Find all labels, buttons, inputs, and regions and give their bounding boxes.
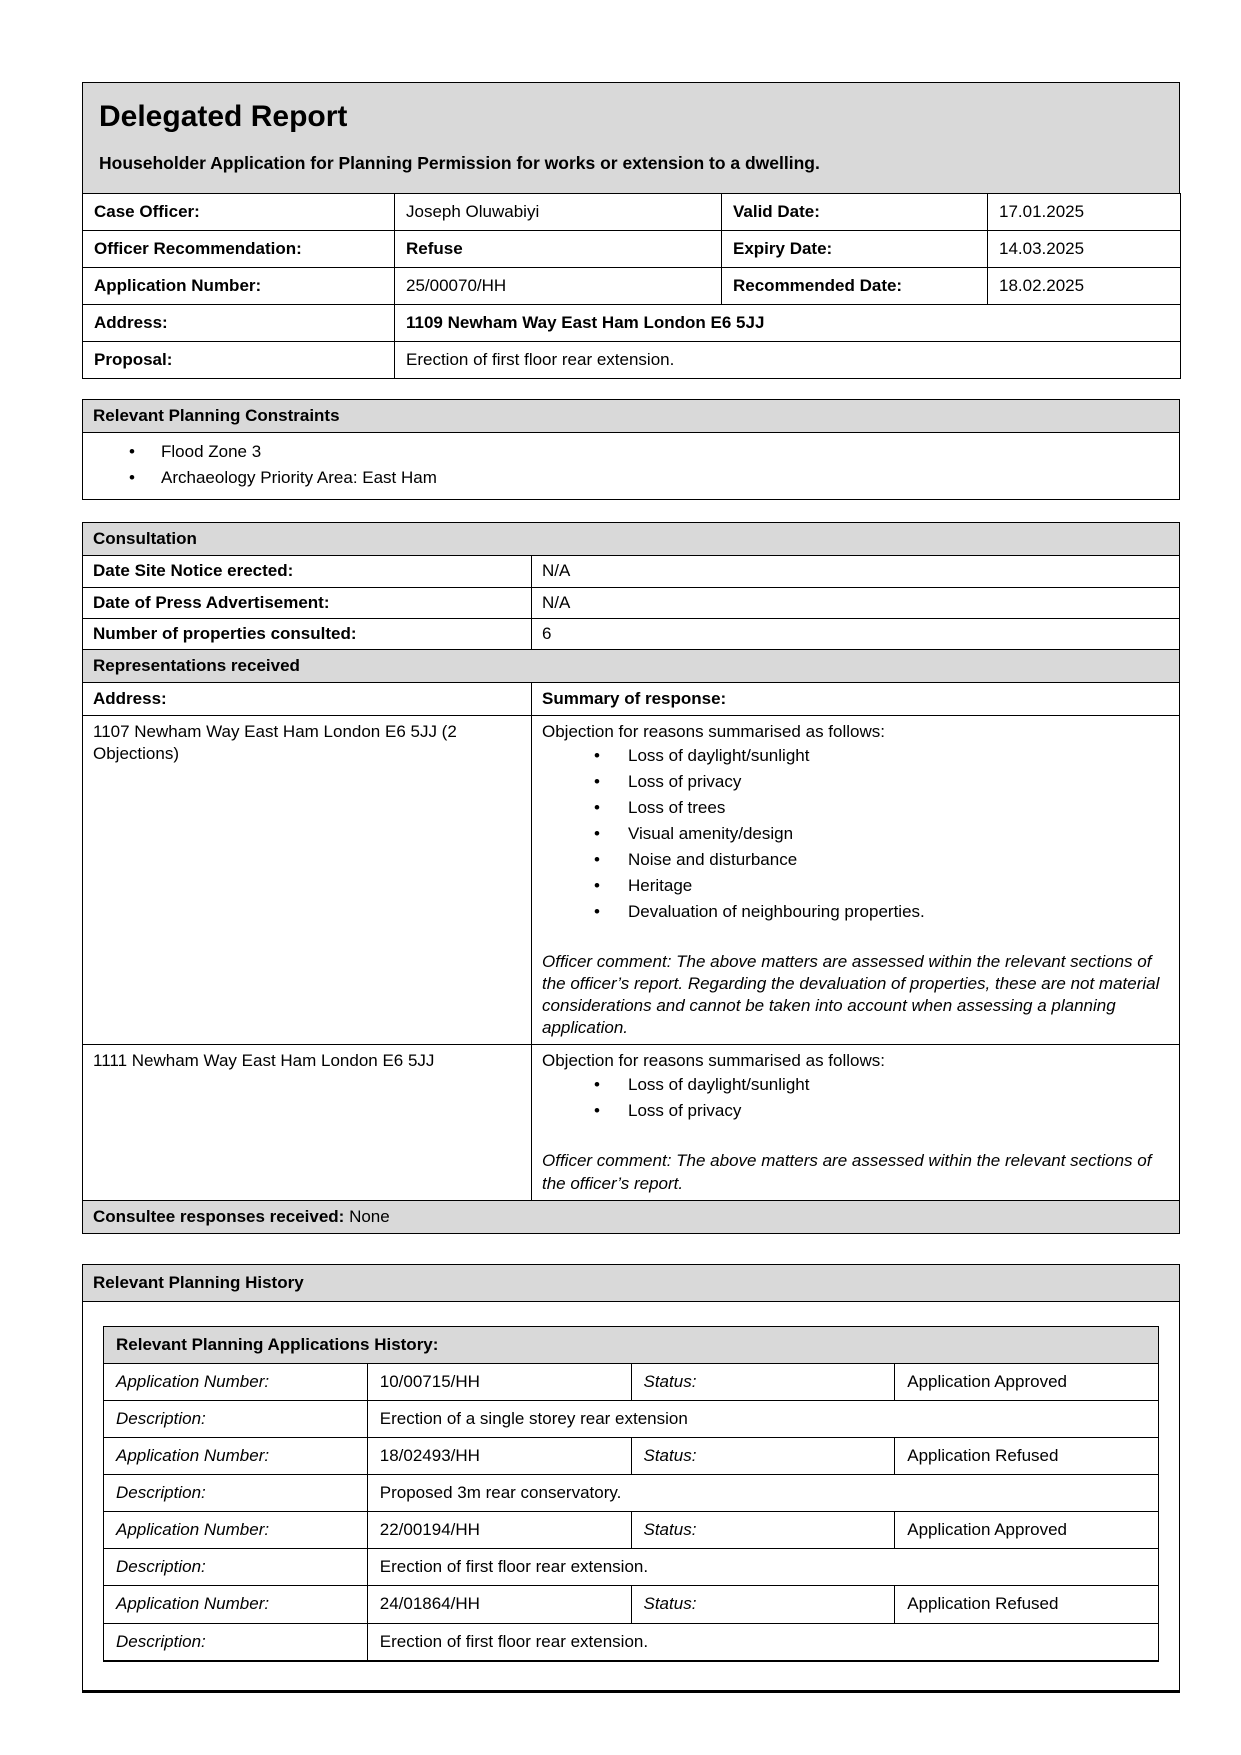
application-row (104, 1586, 1159, 1623)
consultee-responses-value: None (349, 1206, 390, 1226)
officer-comment: Officer comment: The above matters are assessed within the relevant sections of the officer’s report. (542, 1151, 1152, 1193)
application-number-value: 18/02493/HH (367, 1438, 631, 1475)
planning-history-section (82, 1264, 1180, 1693)
case-officer-value: Joseph Oluwabiyi (395, 193, 722, 230)
status-value: Application Approved (895, 1512, 1159, 1549)
planning-history-inner (83, 1302, 1179, 1690)
properties-consulted-label: Number of properties consulted: (83, 618, 532, 649)
consultee-responses-label: Consultee responses received: (93, 1206, 345, 1226)
table-row (83, 682, 1180, 715)
application-number-value: 22/00194/HH (367, 1512, 631, 1549)
table-row (83, 587, 1180, 618)
objection-intro: Objection for reasons summarised as follows: (542, 1051, 885, 1071)
reason-item: • Heritage (542, 873, 1169, 899)
press-advertisement-value: N/A (532, 587, 1180, 618)
reason-item: • Loss of trees (542, 795, 1169, 821)
consultation-heading: Consultation (82, 522, 1180, 556)
constraint-item: • Flood Zone 3 (83, 439, 1179, 465)
objection-reasons-list (542, 743, 1169, 925)
description-label: Description: (104, 1401, 368, 1438)
consultation-section (82, 522, 1180, 1233)
representation-address: 1111 Newham Way East Ham London E6 5JJ (83, 1045, 532, 1200)
status-value: Application Refused (895, 1586, 1159, 1623)
properties-consulted-value: 6 (532, 618, 1180, 649)
application-number-value: 10/00715/HH (367, 1363, 631, 1400)
description-value: Erection of a single storey rear extension (367, 1401, 1158, 1438)
status-label: Status: (631, 1512, 895, 1549)
case-meta-table (82, 193, 1181, 379)
status-value: Application Refused (895, 1438, 1159, 1475)
expiry-date-value: 14.03.2025 (988, 230, 1181, 267)
address-value: 1109 Newham Way East Ham London E6 5JJ (395, 305, 1181, 342)
application-number-label: Application Number: (104, 1438, 368, 1475)
representation-summary (532, 1045, 1180, 1200)
status-value: Application Approved (895, 1363, 1159, 1400)
application-row (104, 1512, 1159, 1549)
table-row (83, 618, 1180, 649)
reason-item: • Loss of daylight/sunlight (542, 743, 1169, 769)
report-subtitle: Householder Application for Planning Permission for works or extension to a dwelling. (99, 153, 820, 173)
status-label: Status: (631, 1586, 895, 1623)
reason-item: • Visual amenity/design (542, 821, 1169, 847)
constraint-item: • Archaeology Priority Area: East Ham (83, 465, 1179, 491)
valid-date-value: 17.01.2025 (988, 193, 1181, 230)
constraints-list (83, 439, 1179, 491)
description-label: Description: (104, 1475, 368, 1512)
status-label: Status: (631, 1363, 895, 1400)
case-officer-label: Case Officer: (83, 193, 395, 230)
status-label: Status: (631, 1438, 895, 1475)
representations-address-header: Address: (83, 682, 532, 715)
recommended-date-value: 18.02.2025 (988, 267, 1181, 304)
representation-row (83, 715, 1180, 1044)
constraints-heading: Relevant Planning Constraints (82, 399, 1180, 433)
consultee-responses-bar (82, 1200, 1180, 1234)
recommended-date-label: Recommended Date: (722, 267, 988, 304)
representations-table (82, 682, 1180, 1201)
table-row (83, 342, 1181, 379)
application-row (104, 1363, 1159, 1400)
table-row (104, 1326, 1159, 1363)
consultation-table (82, 555, 1180, 649)
valid-date-label: Valid Date: (722, 193, 988, 230)
application-number-label: Application Number: (104, 1512, 368, 1549)
applications-history-heading: Relevant Planning Applications History: (104, 1326, 1159, 1363)
description-row (104, 1475, 1159, 1512)
expiry-date-label: Expiry Date: (722, 230, 988, 267)
reason-item: • Devaluation of neighbouring properties. (542, 899, 1169, 925)
reason-item: • Loss of privacy (542, 769, 1169, 795)
table-row (83, 556, 1180, 587)
description-label: Description: (104, 1623, 368, 1661)
application-number-value: 24/01864/HH (367, 1586, 631, 1623)
table-row (83, 230, 1181, 267)
site-notice-label: Date Site Notice erected: (83, 556, 532, 587)
table-row (83, 267, 1181, 304)
description-label: Description: (104, 1549, 368, 1586)
planning-history-heading: Relevant Planning History (83, 1265, 1179, 1302)
proposal-label: Proposal: (83, 342, 395, 379)
description-row (104, 1549, 1159, 1586)
application-row (104, 1438, 1159, 1475)
objection-reasons-list (542, 1072, 1169, 1124)
representation-summary (532, 715, 1180, 1044)
officer-comment: Officer comment: The above matters are assessed within the relevant sections of the officer’s report. Regarding the devaluation of properties, these are not material considerations and cannot be taken into account when assessing a planning application. (542, 951, 1160, 1038)
press-advertisement-label: Date of Press Advertisement: (83, 587, 532, 618)
application-number-label: Application Number: (104, 1363, 368, 1400)
officer-recommendation-value: Refuse (395, 230, 722, 267)
description-value: Erection of first floor rear extension. (367, 1549, 1158, 1586)
reason-item: • Loss of daylight/sunlight (542, 1072, 1169, 1098)
reason-item: • Noise and disturbance (542, 847, 1169, 873)
representation-row (83, 1045, 1180, 1200)
description-row (104, 1401, 1159, 1438)
planning-applications-history-table (103, 1326, 1159, 1662)
application-number-label: Application Number: (104, 1586, 368, 1623)
report-content (82, 82, 1180, 1693)
table-row (83, 193, 1181, 230)
site-notice-value: N/A (532, 556, 1180, 587)
report-title-box (82, 82, 1180, 194)
description-value: Erection of first floor rear extension. (367, 1623, 1158, 1661)
officer-recommendation-label: Officer Recommendation: (83, 230, 395, 267)
constraints-body (82, 433, 1180, 500)
description-value: Proposed 3m rear conservatory. (367, 1475, 1158, 1512)
page-title: Delegated Report (99, 100, 348, 133)
application-number-value: 25/00070/HH (395, 267, 722, 304)
address-label: Address: (83, 305, 395, 342)
reason-item: • Loss of privacy (542, 1098, 1169, 1124)
representation-address: 1107 Newham Way East Ham London E6 5JJ (2 Objections) (83, 715, 532, 1044)
table-row (83, 305, 1181, 342)
objection-intro: Objection for reasons summarised as follows: (542, 721, 885, 741)
planning-constraints-section (82, 399, 1180, 500)
description-row (104, 1623, 1159, 1661)
application-number-label: Application Number: (83, 267, 395, 304)
representations-summary-header: Summary of response: (532, 682, 1180, 715)
proposal-value: Erection of first floor rear extension. (395, 342, 1181, 379)
representations-heading: Representations received (82, 649, 1180, 683)
